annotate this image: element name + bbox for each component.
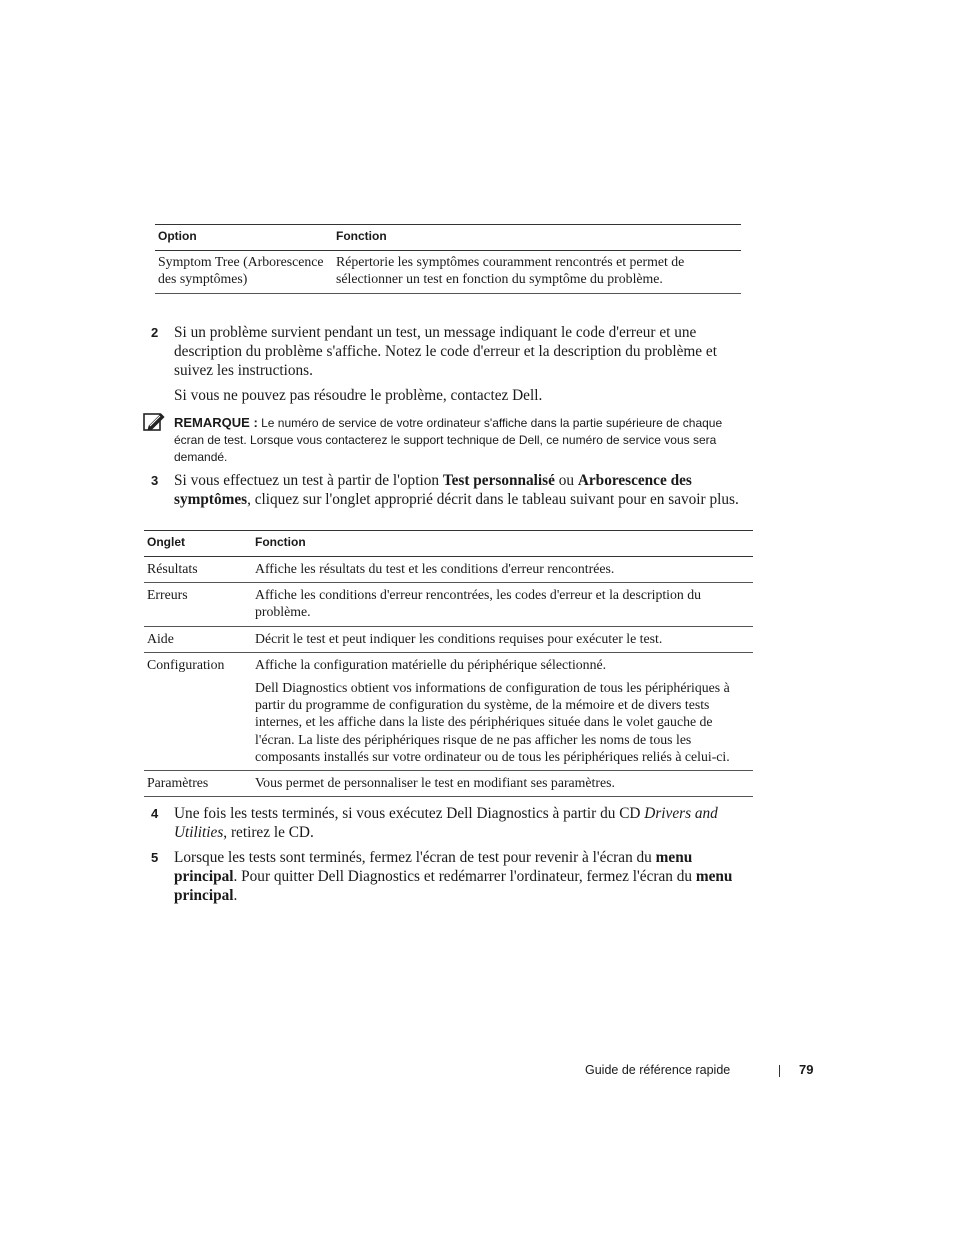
column-header-function: Fonction [252,531,753,557]
step-followup: Si vous ne pouvez pas résoudre le problème, contactez Dell. [174,387,543,404]
function-cell: Décrit le test et peut indiquer les conditions requises pour exécuter le test. [252,626,753,652]
note-label: REMARQUE : [174,415,258,430]
step-text [174,804,754,842]
text-run: , cliquez sur l'onglet approprié décrit dans le tableau suivant pour en savoir plus. [247,491,739,508]
function-cell: Affiche les conditions d'erreur rencontrées, les codes d'erreur et la description du problème. [252,583,753,626]
text-run: . [233,887,238,904]
menu-name: menu principal [174,849,693,885]
text-run: ou [554,472,578,489]
note-text: Le numéro de service de votre ordinateur s'affiche dans la partie supérieure de chaque écran de test. Lorsque vous contacterez le support technique de Dell, ce numéro de service vous sera demandé. [174,416,723,464]
text-run: Si vous effectuez un test à partir de l'option [174,472,443,489]
table-row [144,626,753,652]
tab-cell: Paramètres [144,771,252,797]
table-row [155,251,741,294]
footer-separator [779,1065,780,1077]
step-number: 2 [151,325,159,340]
function-cell: Vous permet de personnaliser le test en modifiant ses paramètres. [252,771,753,797]
tabs-table [144,530,753,797]
step-number: 4 [151,806,159,821]
table-row [144,771,753,797]
column-header-option: Option [155,225,333,251]
note [174,414,754,466]
option-cell: Symptom Tree (Arborescence des symptômes) [155,251,333,294]
page-number: 79 [799,1062,814,1077]
column-header-tab: Onglet [144,531,252,557]
menu-name: menu principal [174,868,733,904]
options-table [155,224,741,294]
table-row [144,652,753,770]
text-run: . Pour quitter Dell Diagnostics et redémarrer l'ordinateur, fermez l'écran du [233,868,696,885]
step-number: 3 [151,473,159,488]
function-text: Affiche la configuration matérielle du périphérique sélectionné. [255,656,607,672]
text-run: , retirez le CD. [223,824,314,841]
tab-cell: Aide [144,626,252,652]
table-row [144,557,753,583]
text-run: Lorsque les tests sont terminés, fermez l'écran de test pour revenir à l'écran du [174,849,656,866]
note-pencil-icon [143,411,165,431]
column-header-function: Fonction [333,225,741,251]
tab-cell: Configuration [144,652,252,770]
function-text-extra: Dell Diagnostics obtient vos informations de configuration de tous les périphériques à partir du programme de configuration du système, de la mémoire et de divers tests internes, et les affiche dans la liste des périphériques située dans le volet gauche de l'écran. La liste des périphériques risque de ne pas afficher les noms de tous les composants installés sur votre ordinateur ou de tous les périphériques reliés à celui-ci. [255,680,730,764]
footer-title: Guide de référence rapide [585,1063,731,1077]
step-text [174,471,754,509]
tab-cell: Résultats [144,557,252,583]
table-row [144,583,753,626]
text-run: Une fois les tests terminés, si vous exécutez Dell Diagnostics à partir du CD [174,805,645,822]
option-name: Test personnalisé [442,472,555,489]
function-cell: Répertorie les symptômes couramment rencontrés et permet de sélectionner un test en fonction du symptôme du problème. [333,251,741,294]
tab-cell: Erreurs [144,583,252,626]
option-name: Arborescence des symptômes [174,472,692,508]
function-cell: Affiche les résultats du test et les conditions d'erreur rencontrées. [252,557,753,583]
step-number: 5 [151,850,159,865]
step-text: Si un problème survient pendant un test, un message indiquant le code d'erreur et une description du problème s'affiche. Notez le code d'erreur et la description du problème et suivez les instructions. [174,324,717,379]
step-text [174,848,754,905]
function-cell [252,652,753,770]
cd-name: Drivers and Utilities [174,805,718,841]
